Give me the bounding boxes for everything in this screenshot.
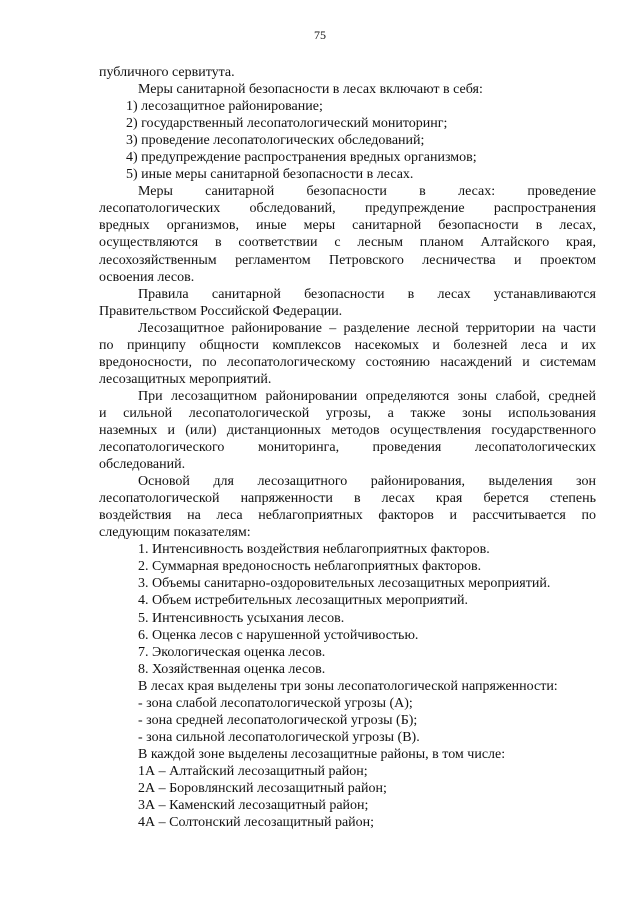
text-line: по принципу общности комплексов насекомых и болезней леса и их — [99, 337, 596, 353]
text-line: Меры санитарной безопасности в лесах включают в себя: — [138, 82, 483, 98]
list-item: 4. Объем истребительных лесозащитных мероприятий. — [138, 593, 469, 609]
text-line: лесопатологической напряженности в лесах края берется степень — [99, 491, 596, 507]
list-item: 5) иные меры санитарной безопасности в лесах. — [126, 167, 414, 183]
list-item: - зона сильной лесопатологической угрозы (В). — [138, 729, 420, 745]
text-line: Основой для лесозащитного районирования, выделения зон — [138, 474, 596, 490]
text-line: публичного сервитута. — [99, 65, 235, 80]
list-item: 3) проведение лесопатологических обследований; — [126, 133, 425, 149]
list-item: 1. Интенсивность воздействия неблагоприятных факторов. — [138, 542, 490, 558]
text-line: и сильной лесопатологической угрозы, а также зоны использования — [99, 405, 596, 421]
text-line: Лесозащитное районирование – разделение лесной территории на части — [138, 320, 596, 336]
text-line: вредных организмов, иные меры санитарной безопасности в лесах, — [99, 218, 596, 234]
text-line: наземных и (или) дистанционных методов осуществления государственного — [99, 422, 596, 438]
text-line: В лесах края выделены три зоны лесопатологической напряженности: — [138, 678, 558, 694]
text-line: освоения лесов. — [99, 269, 195, 285]
text-line: воздействия на леса неблагоприятных факторов и рассчитывается по — [99, 508, 596, 524]
text-line: обследований. — [99, 457, 186, 473]
list-item: 6. Оценка лесов с нарушенной устойчивостью. — [138, 627, 419, 643]
list-item: 4) предупреждение распространения вредных организмов; — [126, 150, 477, 166]
document-body — [99, 64, 596, 831]
text-line: При лесозащитном районировании определяются зоны слабой, средней — [138, 388, 596, 404]
text-line: вредоносности, по лесопатологическому состоянию насаждений и системам — [99, 354, 596, 370]
text-line: В каждой зоне выделены лесозащитные районы, в том числе: — [138, 746, 506, 762]
text-line: лесохозяйственным регламентом Петровского лесничества и проектом — [99, 252, 596, 268]
list-item: 4А – Солтонский лесозащитный район; — [138, 815, 375, 831]
text-line: Меры санитарной безопасности в лесах: проведение — [138, 184, 596, 200]
text-line: лесопатологических обследований, предупреждение распространения — [99, 201, 596, 217]
text-line: осуществляются в соответствии с лесным планом Алтайского края, — [99, 235, 596, 251]
text-line: лесопатологического мониторинга, проведения лесопатологических — [99, 440, 596, 456]
list-item: 3А – Каменский лесозащитный район; — [138, 798, 369, 814]
page-number: 75 — [314, 28, 326, 42]
list-item: 1А – Алтайский лесозащитный район; — [138, 763, 368, 779]
list-item: - зона слабой лесопатологической угрозы (А); — [138, 695, 413, 711]
text-line: лесозащитных мероприятий. — [99, 371, 272, 387]
list-item: 1) лесозащитное районирование; — [126, 99, 323, 115]
list-item: 2) государственный лесопатологический мониторинг; — [126, 116, 448, 132]
list-item: - зона средней лесопатологической угрозы (Б); — [138, 712, 418, 728]
list-item: 5. Интенсивность усыхания лесов. — [138, 610, 345, 626]
list-item: 2. Суммарная вредоносность неблагоприятных факторов. — [138, 559, 482, 575]
list-item: 2А – Боровлянский лесозащитный район; — [138, 780, 387, 796]
text-line: Правила санитарной безопасности в лесах устанавливаются — [138, 286, 596, 302]
list-item: 3. Объемы санитарно-оздоровительных лесозащитных мероприятий. — [138, 576, 551, 592]
list-item: 8. Хозяйственная оценка лесов. — [138, 661, 326, 677]
text-line: Правительством Российской Федерации. — [99, 303, 343, 319]
text-line: следующим показателям: — [99, 525, 251, 541]
list-item: 7. Экологическая оценка лесов. — [138, 644, 326, 660]
